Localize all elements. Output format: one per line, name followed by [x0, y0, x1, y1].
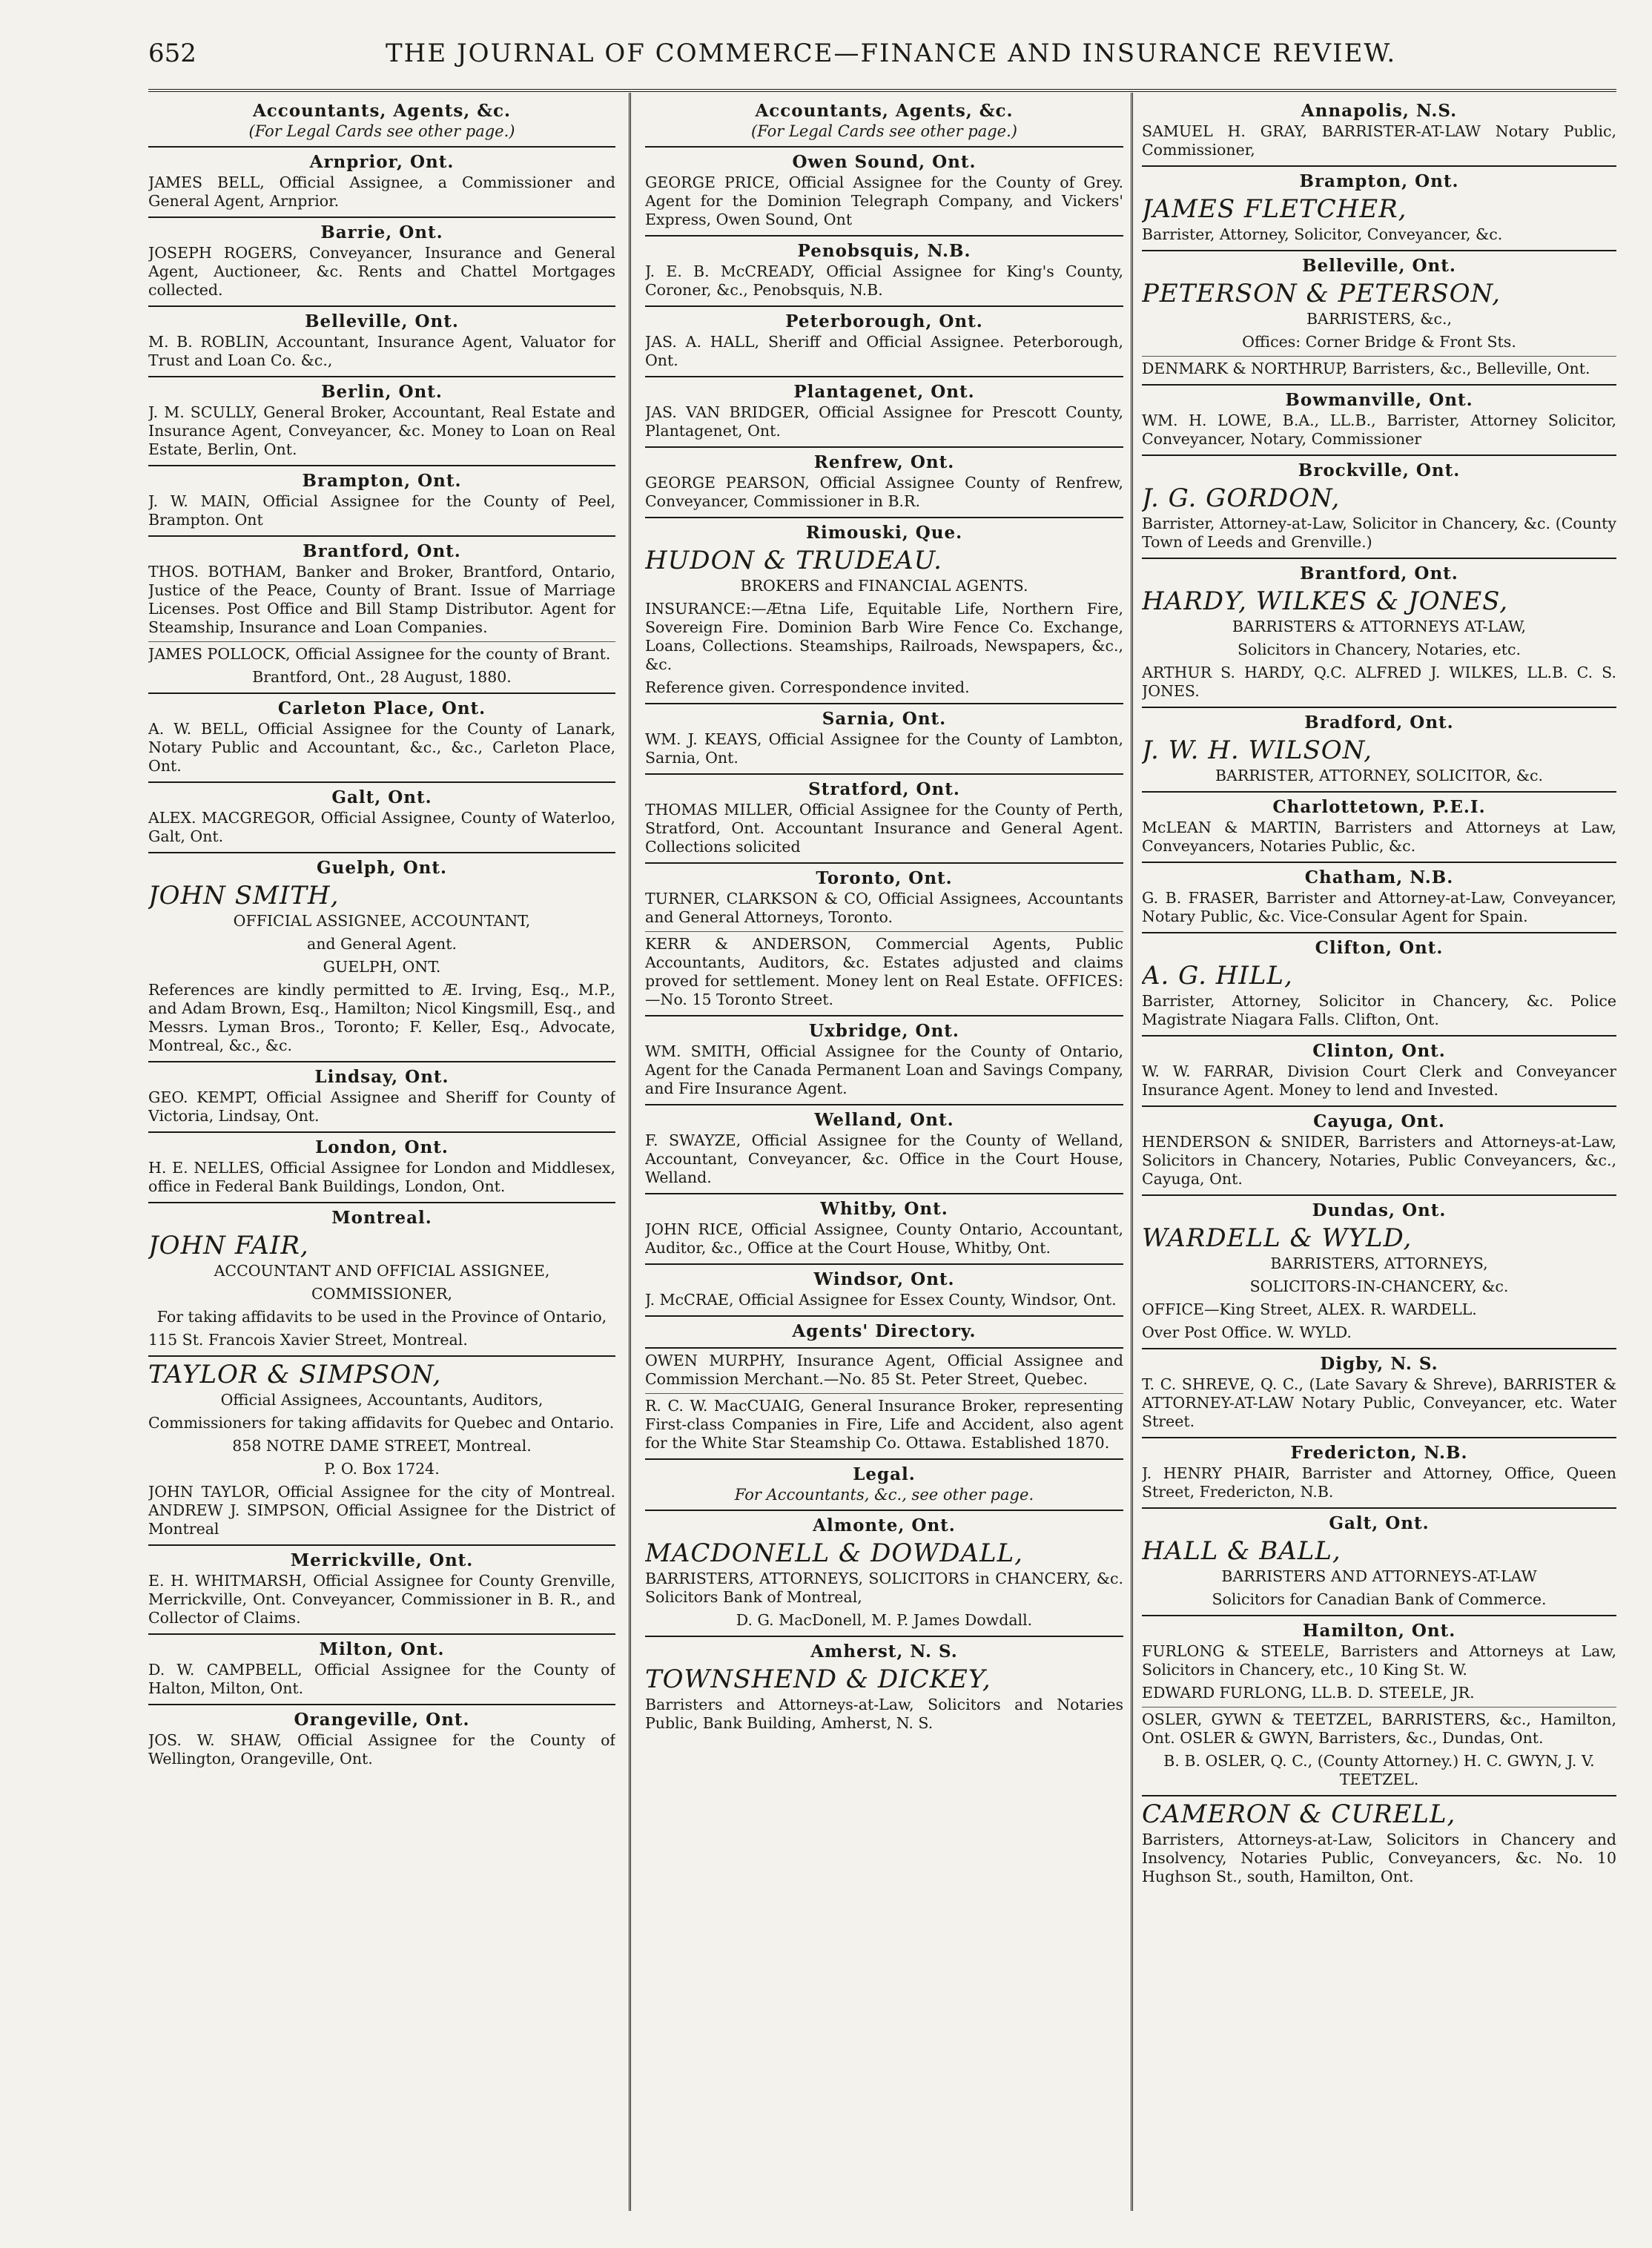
listing-card: JAS. VAN BRIDGER, Official Assignee for Prescott County, Plantagenet, Ont.	[645, 403, 1123, 440]
section-subheading: (For Legal Cards see other page.)	[751, 122, 1017, 140]
listing-line: GUELPH, ONT.	[323, 958, 441, 976]
display-name: TAYLOR & SIMPSON,	[148, 1360, 442, 1389]
listing-card: G. B. FRASER, Barrister and Attorney-at-Law, Conveyancer, Notary Public, &c. Vice-Consular Agent for Spain.	[1142, 889, 1616, 925]
listing-card: GEO. KEMPT, Official Assignee and Sheriff for County of Victoria, Lindsay, Ont.	[148, 1088, 615, 1125]
listing-card: McLEAN & MARTIN, Barristers and Attorneys at Law, Conveyancers, Notaries Public, &c.	[1142, 819, 1616, 855]
listing-line: Official Assignees, Accountants, Auditors,	[220, 1391, 543, 1409]
town-heading: Amherst, N. S.	[810, 1642, 958, 1662]
listing-line: ARTHUR S. HARDY, Q.C. ALFRED J. WILKES, LL.B. C. S. JONES.	[1142, 664, 1616, 700]
town-heading: Annapolis, N.S.	[1301, 101, 1458, 121]
town-heading: Brockville, Ont.	[1298, 460, 1461, 480]
town-heading: Brampton, Ont.	[302, 471, 462, 491]
listing-line: Commissioners for taking affidavits for Quebec and Ontario.	[148, 1414, 615, 1432]
display-name: PETERSON & PETERSON,	[1142, 279, 1501, 308]
town-heading: Rimouski, Que.	[805, 523, 963, 543]
display-name: CAMERON & CURELL,	[1142, 1799, 1456, 1829]
listing-line: 115 St. Francois Xavier Street, Montreal.	[148, 1331, 468, 1349]
listing-title: ACCOUNTANT AND OFFICIAL ASSIGNEE,	[214, 1262, 550, 1280]
listing-card: THOMAS MILLER, Official Assignee for the County of Perth, Stratford, Ont. Accountant Insurance and General Agent. Collections solicited	[645, 801, 1123, 856]
column-2	[645, 96, 1123, 2218]
listing-card: E. H. WHITMARSH, Official Assignee for County Grenville, Merrickville, Ont. Conveyancer, Commissioner in B. R., and Collector of Claims.	[148, 1572, 615, 1627]
town-heading: Dundas, Ont.	[1312, 1200, 1447, 1220]
column-3	[1142, 96, 1616, 2218]
town-heading: Whitby, Ont.	[820, 1199, 948, 1219]
display-name: MACDONELL & DOWDALL,	[645, 1538, 1023, 1568]
listing-title: BROKERS and FINANCIAL AGENTS.	[740, 577, 1028, 595]
listing-card: Barristers and Attorneys-at-Law, Solicitors and Notaries Public, Bank Building, Amherst, N. S.	[645, 1696, 1123, 1732]
listing-line: Solicitors in Chancery, Notaries, etc.	[1238, 641, 1521, 658]
town-heading: Digby, N. S.	[1320, 1354, 1438, 1374]
section-subheading: (For Legal Cards see other page.)	[248, 122, 515, 140]
listing-card: Barristers, Attorneys-at-Law, Solicitors in Chancery and Insolvency, Notaries Public, Conveyancers, &c. No. 10 Hughson St., south, Hamilton, Ont.	[1142, 1831, 1616, 1885]
listing-card: H. E. NELLES, Official Assignee for London and Middlesex, office in Federal Bank Buildings, London, Ont.	[148, 1159, 615, 1195]
listing-card: JAMES POLLOCK, Official Assignee for the county of Brant.	[148, 645, 611, 663]
page-title: THE JOURNAL OF COMMERCE—FINANCE AND INSURANCE REVIEW.	[386, 39, 1397, 68]
listing-card: OWEN MURPHY, Insurance Agent, Official Assignee and Commission Merchant.—No. 85 St. Peter Street, Quebec.	[645, 1352, 1123, 1388]
listing-line: B. B. OSLER, Q. C., (County Attorney.) H. C. GWYN, J. V. TEETZEL.	[1163, 1752, 1595, 1788]
listing-title: BARRISTERS AND ATTORNEYS-AT-LAW	[1221, 1567, 1537, 1585]
listing-card: HENDERSON & SNIDER, Barristers and Attorneys-at-Law, Solicitors in Chancery, Notaries, Public Conveyancers, &c., Cayuga, Ont.	[1142, 1133, 1616, 1188]
town-heading: Galt, Ont.	[1329, 1513, 1430, 1533]
display-name: HUDON & TRUDEAU.	[645, 546, 942, 575]
listing-card: WM. H. LOWE, B.A., LL.B., Barrister, Attorney Solicitor, Conveyancer, Notary, Commissioner	[1142, 411, 1616, 448]
column-1	[148, 96, 615, 2218]
listing-card: R. C. W. MacCUAIG, General Insurance Broker, representing First-class Companies in Fire, Life and Accident, also agent for the White Star Steamship Co. Ottawa. Established 1870.	[645, 1397, 1123, 1452]
listing-card: A. W. BELL, Official Assignee for the County of Lanark, Notary Public and Accountant, &c., &c., Carleton Place, Ont.	[148, 720, 615, 775]
display-name: JOHN SMITH,	[148, 881, 340, 910]
listing-card: INSURANCE:—Ætna Life, Equitable Life, Northern Fire, Sovereign Fire. Dominion Barb Wire Fence Co. Exchange, Loans, Collections. Steamships, Railroads, Newspapers, &c., &c.	[645, 600, 1123, 673]
listing-line: D. G. MacDonell, M. P. James Dowdall.	[736, 1611, 1033, 1629]
town-heading: Bradford, Ont.	[1304, 713, 1454, 733]
display-name: A. G. HILL,	[1142, 961, 1293, 991]
listing-card: JAS. A. HALL, Sheriff and Official Assignee. Peterborough, Ont.	[645, 333, 1123, 369]
listing-card: D. W. CAMPBELL, Official Assignee for the County of Halton, Milton, Ont.	[148, 1661, 615, 1697]
listing-card: JOHN RICE, Official Assignee, County Ontario, Accountant, Auditor, &c., Office at the Court House, Whitby, Ont.	[645, 1220, 1123, 1257]
town-heading: Arnprior, Ont.	[309, 152, 455, 172]
town-heading: Bowmanville, Ont.	[1285, 390, 1473, 410]
page-number: 652	[148, 39, 196, 68]
town-heading: Sarnia, Ont.	[822, 709, 947, 729]
town-heading: Orangeville, Ont.	[294, 1710, 470, 1730]
listing-line: For taking affidavits to be used in the Province of Ontario,	[156, 1308, 607, 1326]
listing-title: OFFICIAL ASSIGNEE, ACCOUNTANT,	[233, 912, 531, 930]
listing-card: GEORGE PEARSON, Official Assignee County of Renfrew, Conveyancer, Commissioner in B.R.	[645, 474, 1123, 510]
listing-line: COMMISSIONER,	[311, 1285, 453, 1303]
town-heading: Owen Sound, Ont.	[792, 152, 977, 172]
listing-card: WM. SMITH, Official Assignee for the County of Ontario, Agent for the Canada Permanent Loan and Savings Company, and Fire Insurance Agent.	[645, 1042, 1123, 1097]
listing-card: Barrister, Attorney, Solicitor in Chancery, &c. Police Magistrate Niagara Falls. Clifton, Ont.	[1142, 992, 1616, 1028]
town-heading: Penobsquis, N.B.	[797, 241, 971, 261]
listing-card: JOS. W. SHAW, Official Assignee for the County of Wellington, Orangeville, Ont.	[148, 1731, 615, 1768]
display-name: HALL & BALL,	[1142, 1536, 1341, 1566]
town-heading: Brampton, Ont.	[1299, 171, 1459, 191]
display-name: TOWNSHEND & DICKEY,	[645, 1664, 991, 1694]
town-heading: Cayuga, Ont.	[1313, 1111, 1445, 1131]
town-heading: Uxbridge, Ont.	[809, 1021, 959, 1041]
listing-card: J. McCRAE, Official Assignee for Essex County, Windsor, Ont.	[645, 1291, 1117, 1309]
listing-line: OFFICE—King Street, ALEX. R. WARDELL.	[1142, 1300, 1477, 1318]
town-heading: Guelph, Ont.	[317, 858, 447, 878]
town-heading: Plantagenet, Ont.	[793, 382, 975, 402]
listing-line: SOLICITORS-IN-CHANCERY, &c.	[1249, 1277, 1509, 1295]
listing-title: BARRISTER, ATTORNEY, SOLICITOR, &c.	[1215, 767, 1543, 784]
section-subheading: For Accountants, &c., see other page.	[734, 1486, 1034, 1504]
town-heading: Merrickville, Ont.	[290, 1550, 474, 1570]
town-heading: Milton, Ont.	[319, 1639, 445, 1659]
town-heading: Lindsay, Ont.	[314, 1067, 449, 1087]
listing-card: F. SWAYZE, Official Assignee for the County of Welland, Accountant, Conveyancer, &c. Office in the Court House, Welland.	[645, 1131, 1123, 1186]
town-heading: Welland, Ont.	[814, 1110, 954, 1130]
listing-line: P. O. Box 1724.	[324, 1460, 440, 1478]
town-heading: Peterborough, Ont.	[785, 311, 983, 331]
town-heading: Hamilton, Ont.	[1302, 1621, 1456, 1641]
header-rule	[148, 89, 1616, 92]
section-heading: Agents' Directory.	[792, 1321, 977, 1341]
listing-card: WM. J. KEAYS, Official Assignee for the County of Lambton, Sarnia, Ont.	[645, 730, 1123, 767]
listing-card: BARRISTERS, ATTORNEYS, SOLICITORS in CHANCERY, &c. Solicitors Bank of Montreal,	[645, 1570, 1123, 1606]
listing-line: Reference given. Correspondence invited.	[645, 678, 970, 696]
display-name: JAMES FLETCHER,	[1142, 194, 1407, 224]
section-heading: Accountants, Agents, &c.	[755, 101, 1014, 121]
display-name: J. G. GORDON,	[1142, 483, 1341, 513]
listing-card: DENMARK & NORTHRUP, Barristers, &c., Belleville, Ont.	[1142, 360, 1590, 377]
town-heading: Carleton Place, Ont.	[277, 698, 486, 718]
listing-card: JOSEPH ROGERS, Conveyancer, Insurance and General Agent, Auctioneer, &c. Rents and Chattel Mortgages collected.	[148, 244, 615, 299]
display-name: J. W. H. WILSON,	[1142, 735, 1372, 765]
listing-card: W. W. FARRAR, Division Court Clerk and Conveyancer Insurance Agent. Money to lend and Invested.	[1142, 1062, 1616, 1099]
listing-card: KERR & ANDERSON, Commercial Agents, Public Accountants, Auditors, &c. Estates adjusted and claims proved for settlement. Money lent on Real Estate. OFFICES:—No. 15 Toronto Street.	[645, 935, 1123, 1008]
listing-card: Barrister, Attorney, Solicitor, Conveyancer, &c.	[1142, 225, 1503, 243]
listing-line: Offices: Corner Bridge & Front Sts.	[1242, 333, 1516, 351]
listing-card: ALEX. MACGREGOR, Official Assignee, County of Waterloo, Galt, Ont.	[148, 809, 615, 845]
listing-card: J. W. MAIN, Official Assignee for the County of Peel, Brampton. Ont	[148, 492, 615, 529]
listing-title: BARRISTERS, ATTORNEYS,	[1270, 1254, 1488, 1272]
listing-card: OSLER, GYWN & TEETZEL, BARRISTERS, &c., Hamilton, Ont. OSLER & GWYN, Barristers, &c., Dundas, Ont.	[1142, 1710, 1616, 1747]
listing-card: J. E. B. McCREADY, Official Assignee for King's County, Coroner, &c., Penobsquis, N.B.	[645, 262, 1123, 299]
listing-card: JOHN TAYLOR, Official Assignee for the city of Montreal. ANDREW J. SIMPSON, Official Assignee for the District of Montreal	[148, 1483, 615, 1538]
section-heading: Accountants, Agents, &c.	[252, 101, 512, 121]
town-heading: Renfrew, Ont.	[813, 452, 955, 472]
town-heading: Toronto, Ont.	[816, 868, 953, 888]
display-name: JOHN FAIR,	[148, 1231, 309, 1260]
listing-card: References are kindly permitted to Æ. Irving, Esq., M.P., and Adam Brown, Esq., Hamilton; Nicol Kingsmill, Esq., and Messrs. Lyman Bros., Toronto; F. Keller, Esq., Advocate, Montreal, &c., &c.	[148, 981, 615, 1054]
listing-card: J. HENRY PHAIR, Barrister and Attorney, Office, Queen Street, Fredericton, N.B.	[1142, 1464, 1616, 1501]
listing-card: M. B. ROBLIN, Accountant, Insurance Agent, Valuator for Trust and Loan Co. &c.,	[148, 333, 615, 369]
display-name: WARDELL & WYLD,	[1142, 1223, 1413, 1253]
town-heading: Berlin, Ont.	[321, 382, 443, 402]
listing-card: TURNER, CLARKSON & CO, Official Assignees, Accountants and General Attorneys, Toronto.	[645, 890, 1123, 926]
town-heading: Clifton, Ont.	[1315, 938, 1444, 958]
town-heading: London, Ont.	[315, 1137, 449, 1157]
town-heading: Fredericton, N.B.	[1290, 1443, 1468, 1463]
listing-card: FURLONG & STEELE, Barristers and Attorneys at Law, Solicitors in Chancery, etc., 10 King St. W.	[1142, 1642, 1616, 1679]
listing-card: JAMES BELL, Official Assignee, a Commissioner and General Agent, Arnprior.	[148, 173, 615, 210]
display-name: HARDY, WILKES & JONES,	[1142, 586, 1509, 616]
town-heading: Windsor, Ont.	[813, 1269, 955, 1289]
town-heading: Clinton, Ont.	[1312, 1041, 1446, 1061]
listing-title: BARRISTERS & ATTORNEYS AT-LAW,	[1232, 618, 1527, 635]
listing-card: GEORGE PRICE, Official Assignee for the County of Grey. Agent for the Dominion Telegraph Company, and Vickers' Express, Owen Sound, Ont	[645, 173, 1123, 228]
listing-line: Solicitors for Canadian Bank of Commerce.	[1212, 1590, 1547, 1608]
listing-card: THOS. BOTHAM, Banker and Broker, Brantford, Ontario, Justice of the Peace, County of Brant. Issue of Marriage Licenses. Post Office and Bill Stamp Distributor. Agent for Steamship, Insurance and Loan Companies.	[148, 563, 615, 636]
listing-line: EDWARD FURLONG, LL.B. D. STEELE, JR.	[1142, 1684, 1475, 1702]
listing-card: J. M. SCULLY, General Broker, Accountant, Real Estate and Insurance Agent, Conveyancer, &c. Money to Loan on Real Estate, Berlin, Ont.	[148, 403, 615, 458]
listing-title: BARRISTERS, &c.,	[1306, 310, 1453, 328]
column-rule-2	[1131, 93, 1133, 2211]
listing-line: 858 NOTRE DAME STREET, Montreal.	[232, 1437, 532, 1455]
listing-card: SAMUEL H. GRAY, BARRISTER-AT-LAW Notary Public, Commissioner,	[1142, 122, 1616, 159]
town-heading: Chatham, N.B.	[1304, 867, 1454, 887]
town-heading: Montreal.	[331, 1208, 432, 1228]
town-heading: Almonte, Ont.	[813, 1515, 956, 1535]
town-heading: Stratford, Ont.	[808, 779, 960, 799]
listing-date: Brantford, Ont., 28 August, 1880.	[252, 668, 512, 686]
listing-line: and General Agent.	[306, 935, 457, 953]
column-rule-1	[629, 93, 631, 2211]
town-heading: Belleville, Ont.	[305, 311, 459, 331]
listing-card: Barrister, Attorney-at-Law, Solicitor in Chancery, &c. (County Town of Leeds and Grenville.)	[1142, 515, 1616, 551]
listing-line: Over Post Office. W. WYLD.	[1142, 1323, 1352, 1341]
town-heading: Brantford, Ont.	[303, 541, 461, 561]
town-heading: Charlottetown, P.E.I.	[1272, 797, 1486, 817]
town-heading: Barrie, Ont.	[320, 222, 443, 242]
town-heading: Galt, Ont.	[331, 787, 432, 807]
town-heading: Belleville, Ont.	[1302, 256, 1456, 276]
section-heading: Legal.	[853, 1464, 916, 1484]
listing-card: T. C. SHREVE, Q. C., (Late Savary & Shreve), BARRISTER & ATTORNEY-AT-LAW Notary Public, Conveyancer, etc. Water Street.	[1142, 1375, 1616, 1430]
town-heading: Brantford, Ont.	[1300, 563, 1458, 584]
